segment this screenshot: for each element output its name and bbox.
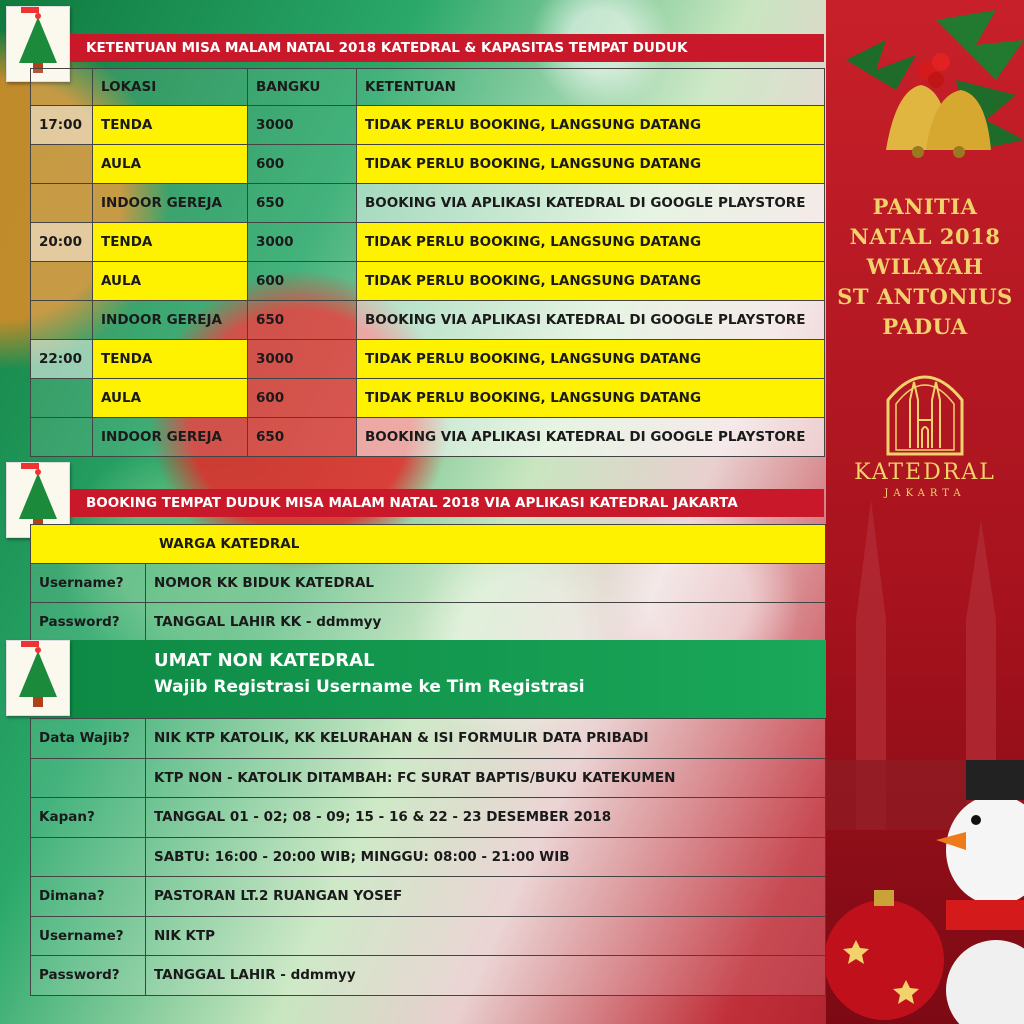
table-row	[31, 340, 825, 379]
lokasi-cell: AULA	[93, 262, 248, 301]
bangku-cell: 600	[248, 145, 357, 184]
ketentuan-cell: TIDAK PERLU BOOKING, LANGSUNG DATANG	[357, 340, 825, 379]
committee-title-line: ST ANTONIUS	[837, 284, 1013, 309]
time-cell	[31, 418, 93, 457]
lokasi-cell: INDOOR GEREJA	[93, 184, 248, 223]
booking-subtitle: WARGA KATEDRAL	[31, 525, 826, 564]
time-cell: 20:00	[31, 223, 93, 262]
field-value: TANGGAL 01 - 02; 08 - 09; 15 - 16 & 22 - 23 DESEMBER 2018	[146, 798, 826, 838]
mass-schedule-table	[30, 68, 825, 457]
field-value: TANGGAL LAHIR - ddmmyy	[146, 956, 826, 996]
table-row	[31, 719, 826, 759]
field-label: Kapan?	[31, 798, 146, 838]
table-row	[31, 956, 826, 996]
field-label: Password?	[31, 603, 146, 642]
table-row	[31, 837, 826, 877]
committee-title-line: WILAYAH	[866, 254, 984, 279]
header-lokasi: LOKASI	[93, 69, 248, 106]
time-cell	[31, 379, 93, 418]
logo-name: KATEDRAL	[854, 460, 996, 485]
ketentuan-cell: TIDAK PERLU BOOKING, LANGSUNG DATANG	[357, 106, 825, 145]
ketentuan-cell: BOOKING VIA APLIKASI KATEDRAL DI GOOGLE PLAYSTORE	[357, 184, 825, 223]
ketentuan-cell: TIDAK PERLU BOOKING, LANGSUNG DATANG	[357, 145, 825, 184]
side-panel	[826, 0, 1024, 1024]
field-label: Username?	[31, 916, 146, 956]
bangku-cell: 600	[248, 379, 357, 418]
cathedral-logo-icon	[882, 360, 968, 456]
section1-title: KETENTUAN MISA MALAM NATAL 2018 KATEDRAL & KAPASITAS TEMPAT DUDUK	[70, 34, 824, 62]
table-row	[31, 564, 826, 603]
bangku-cell: 600	[248, 262, 357, 301]
table-row	[31, 301, 825, 340]
registration-table	[30, 718, 826, 996]
field-label: Dimana?	[31, 877, 146, 917]
field-value: TANGGAL LAHIR KK - ddmmyy	[146, 603, 826, 642]
lokasi-cell: TENDA	[93, 223, 248, 262]
time-cell	[31, 301, 93, 340]
table-row	[31, 184, 825, 223]
lokasi-cell: INDOOR GEREJA	[93, 418, 248, 457]
ornament-icon	[826, 880, 946, 1024]
lokasi-cell: TENDA	[93, 340, 248, 379]
time-cell	[31, 262, 93, 301]
bangku-cell: 650	[248, 301, 357, 340]
table-row	[31, 798, 826, 838]
header-bangku: BANGKU	[248, 69, 357, 106]
field-value: SABTU: 16:00 - 20:00 WIB; MINGGU: 08:00 - 21:00 WIB	[146, 837, 826, 877]
ketentuan-cell: TIDAK PERLU BOOKING, LANGSUNG DATANG	[357, 223, 825, 262]
field-label: Password?	[31, 956, 146, 996]
booking-table	[30, 524, 826, 642]
time-cell	[31, 184, 93, 223]
field-value: PASTORAN LT.2 RUANGAN YOSEF	[146, 877, 826, 917]
ketentuan-cell: BOOKING VIA APLIKASI KATEDRAL DI GOOGLE PLAYSTORE	[357, 418, 825, 457]
table-row	[31, 525, 826, 564]
table-row	[31, 418, 825, 457]
bangku-cell: 3000	[248, 106, 357, 145]
committee-title-line: PANITIA	[872, 194, 978, 219]
table-row	[31, 877, 826, 917]
table-row	[31, 145, 825, 184]
section2-title: BOOKING TEMPAT DUDUK MISA MALAM NATAL 2018 VIA APLIKASI KATEDRAL JAKARTA	[70, 489, 824, 517]
time-cell: 17:00	[31, 106, 93, 145]
table-row	[31, 223, 825, 262]
time-cell: 22:00	[31, 340, 93, 379]
field-label	[31, 837, 146, 877]
lokasi-cell: INDOOR GEREJA	[93, 301, 248, 340]
christmas-tree-icon	[7, 641, 69, 715]
bangku-cell: 3000	[248, 223, 357, 262]
christmas-tree-card	[6, 640, 70, 716]
section3-header	[70, 640, 826, 718]
section3-subtitle: Wajib Registrasi Username ke Tim Registrasi	[154, 677, 585, 697]
lokasi-cell: AULA	[93, 379, 248, 418]
snowman-icon	[936, 760, 1024, 1024]
section3-title: UMAT NON KATEDRAL	[154, 650, 375, 671]
field-label: Data Wajib?	[31, 719, 146, 759]
time-cell	[31, 145, 93, 184]
table-row	[31, 916, 826, 956]
bangku-cell: 3000	[248, 340, 357, 379]
lokasi-cell: TENDA	[93, 106, 248, 145]
table-row	[31, 106, 825, 145]
ketentuan-cell: BOOKING VIA APLIKASI KATEDRAL DI GOOGLE PLAYSTORE	[357, 301, 825, 340]
lokasi-cell: AULA	[93, 145, 248, 184]
committee-title	[826, 192, 1024, 342]
header-ketentuan: KETENTUAN	[357, 69, 825, 106]
table-row	[31, 603, 826, 642]
ketentuan-cell: TIDAK PERLU BOOKING, LANGSUNG DATANG	[357, 379, 825, 418]
bangku-cell: 650	[248, 418, 357, 457]
table-row	[31, 379, 825, 418]
field-value: NOMOR KK BIDUK KATEDRAL	[146, 564, 826, 603]
field-label	[31, 758, 146, 798]
field-label: Username?	[31, 564, 146, 603]
table-row	[31, 262, 825, 301]
ketentuan-cell: TIDAK PERLU BOOKING, LANGSUNG DATANG	[357, 262, 825, 301]
table-row	[31, 758, 826, 798]
bangku-cell: 650	[248, 184, 357, 223]
table-header-row	[31, 69, 825, 106]
field-value: KTP NON - KATOLIK DITAMBAH: FC SURAT BAPTIS/BUKU KATEKUMEN	[146, 758, 826, 798]
logo-subtitle: JAKARTA	[884, 488, 966, 499]
field-value: NIK KTP	[146, 916, 826, 956]
committee-title-line: PADUA	[882, 314, 968, 339]
committee-title-line: NATAL 2018	[849, 224, 1001, 249]
header-time	[31, 69, 93, 106]
holly-bells-icon	[826, 0, 1024, 180]
field-value: NIK KTP KATOLIK, KK KELURAHAN & ISI FORMULIR DATA PRIBADI	[146, 719, 826, 759]
